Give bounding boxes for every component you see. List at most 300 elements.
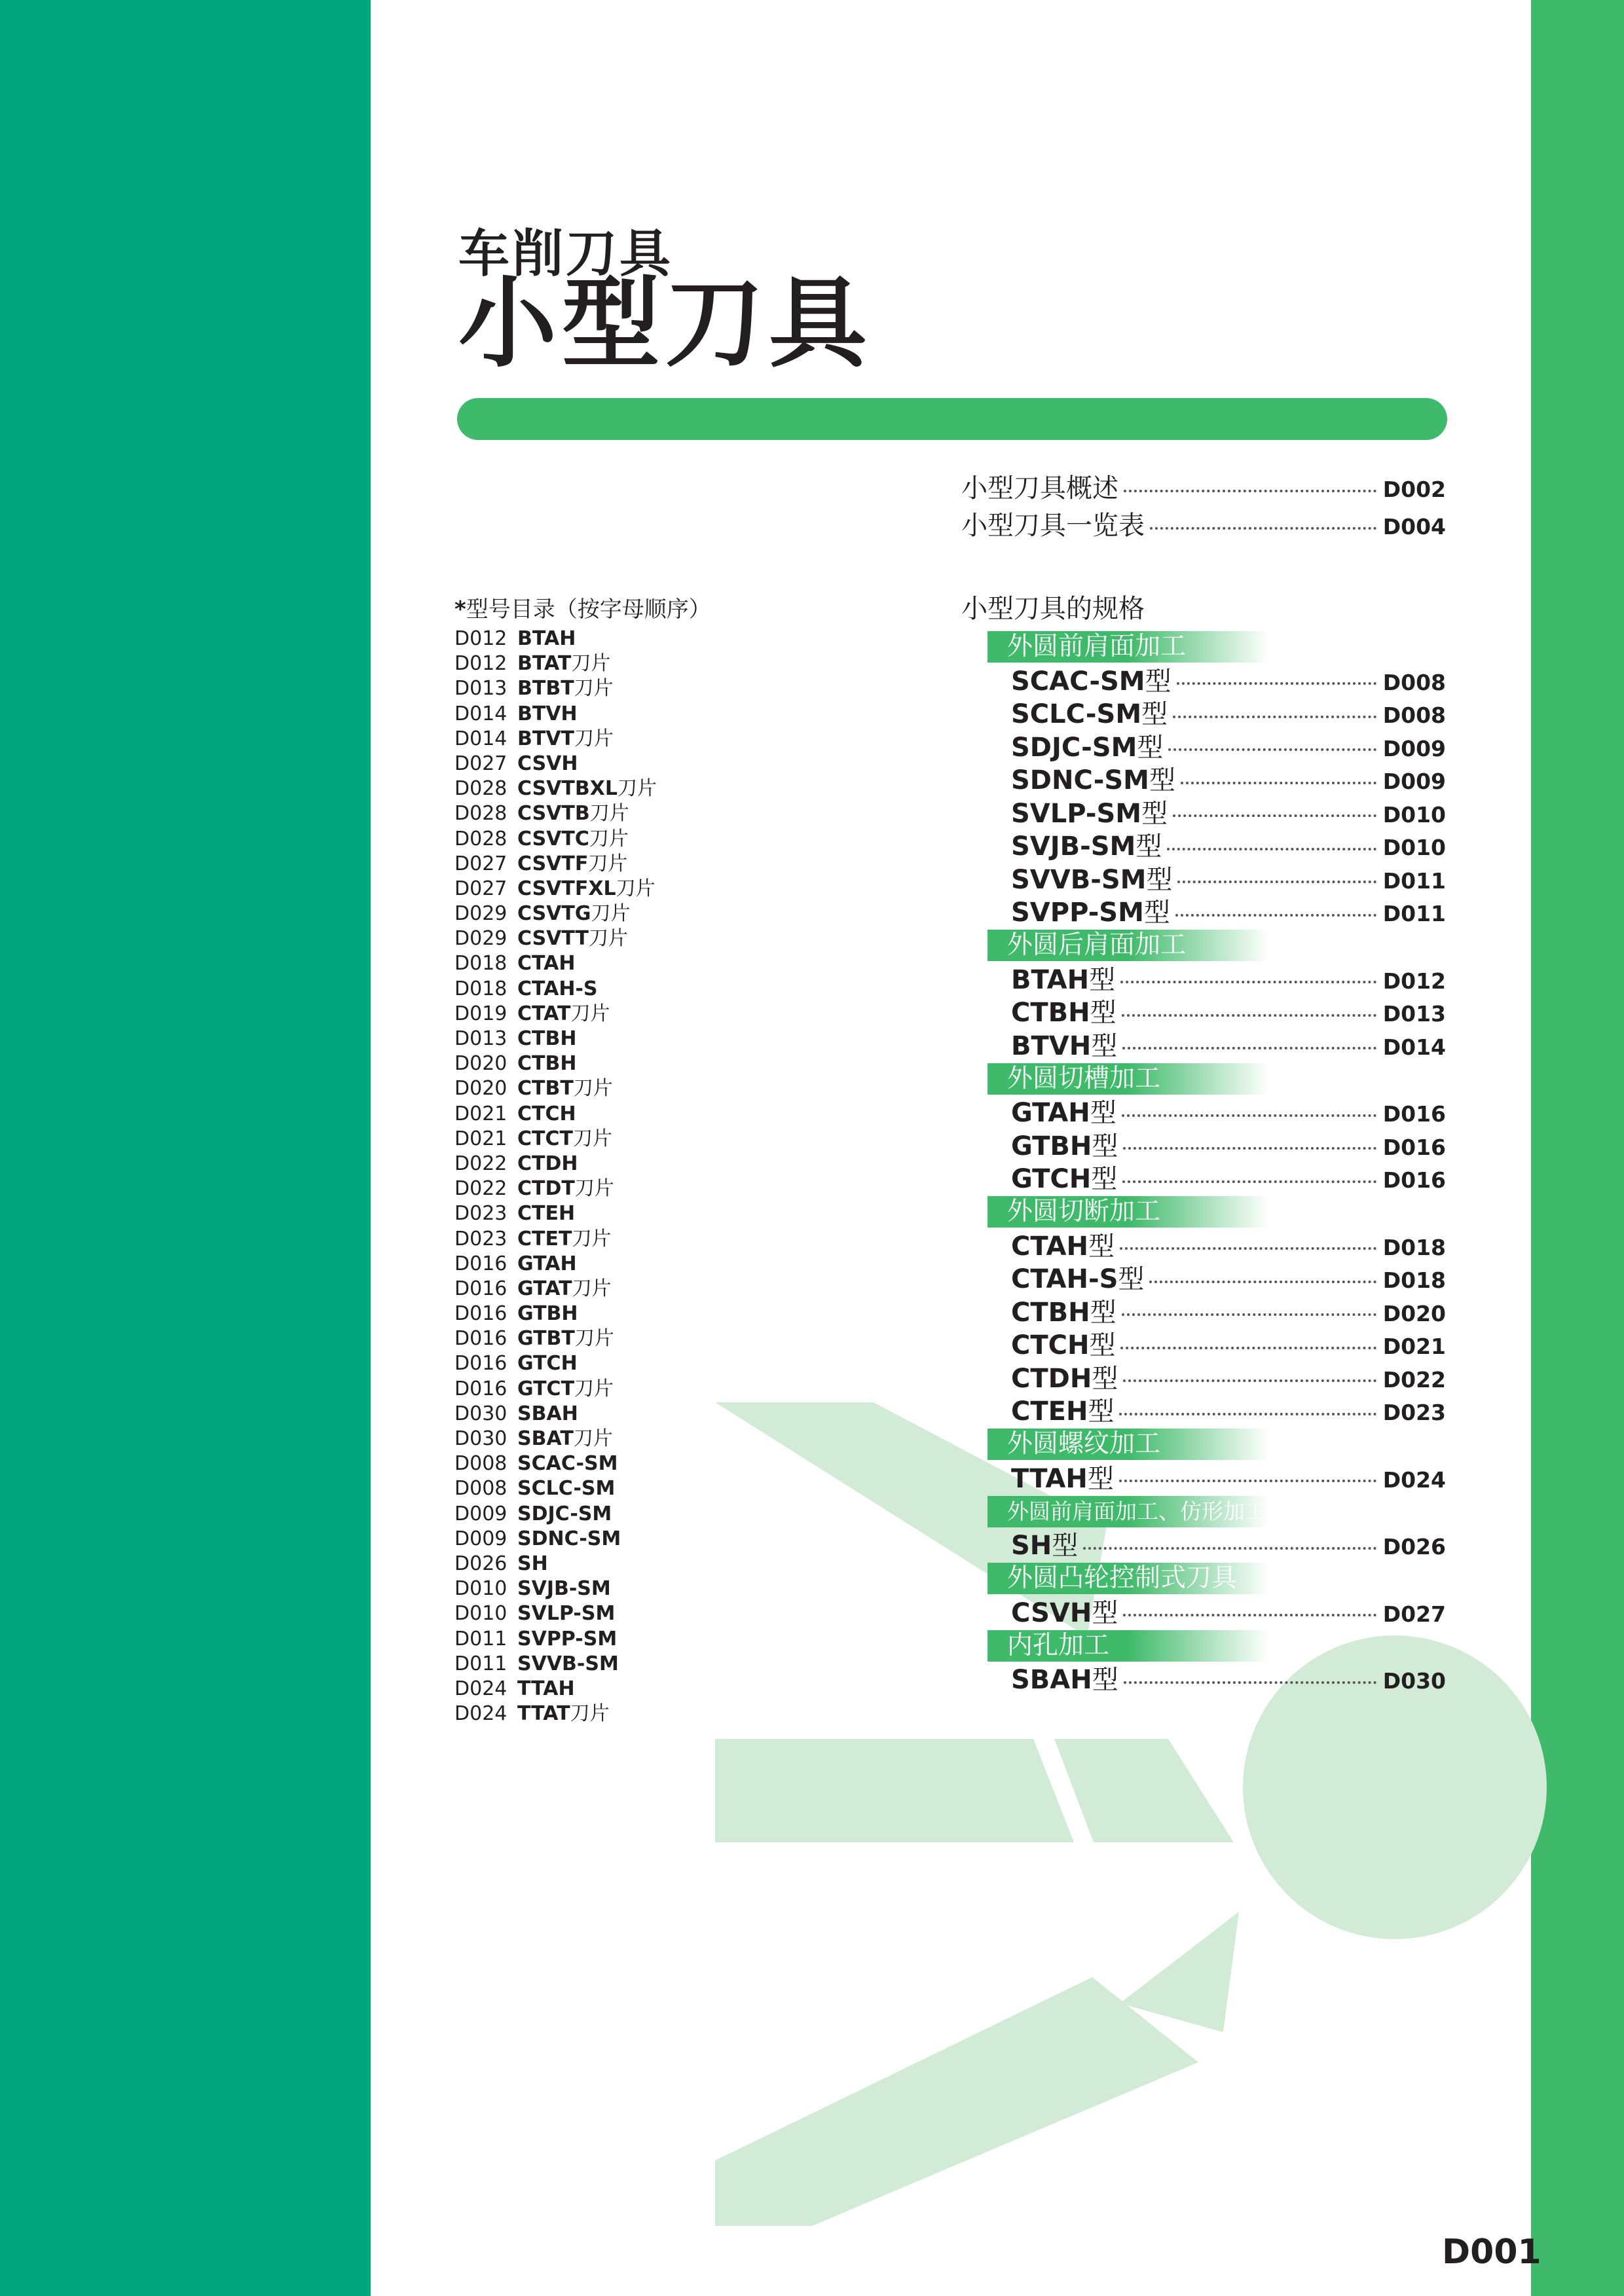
index-entry-suffix: 刀片 <box>589 927 629 951</box>
toc-entry-label <box>1011 1125 1118 1163</box>
index-entry[interactable] <box>454 1476 711 1501</box>
index-entry[interactable] <box>454 1227 711 1252</box>
index-entry-page: D028 <box>454 802 507 826</box>
index-entry[interactable] <box>454 1002 711 1027</box>
dot-leader <box>1175 914 1376 917</box>
index-entry-code: BTVH <box>517 702 578 725</box>
toc-entry[interactable] <box>1011 961 1446 994</box>
toc-entry-kind: 型 <box>1092 1665 1118 1696</box>
index-entry[interactable] <box>454 1502 711 1527</box>
toc-entry-label <box>1011 1092 1116 1129</box>
toc-entry-kind: 型 <box>1137 732 1164 763</box>
toc-entry[interactable] <box>1011 1095 1446 1128</box>
dot-leader <box>1150 527 1376 530</box>
toc-entry-label <box>1011 1659 1118 1696</box>
index-entry-suffix: 刀片 <box>573 1077 613 1101</box>
index-entry-page: D012 <box>454 652 507 676</box>
toc-entry[interactable] <box>1011 1527 1446 1561</box>
index-entry-suffix: 刀片 <box>616 877 655 900</box>
index-entry-code: SVPP-SM <box>517 1627 618 1650</box>
index-entry-code: CTDH <box>517 1152 578 1175</box>
index-entry-page: D018 <box>454 977 507 1000</box>
index-entry[interactable] <box>454 877 711 902</box>
index-entry-page: D026 <box>454 1552 507 1575</box>
index-entry[interactable] <box>454 1102 711 1127</box>
index-entry-code: TTAT <box>517 1702 570 1726</box>
toc-entry-label <box>1011 1226 1115 1263</box>
toc-spec-sections <box>961 631 1446 1694</box>
index-entry-page: D008 <box>454 1452 507 1476</box>
toc-entry-code: CTAH <box>1011 1231 1088 1262</box>
toc-section-heading: 外圆前肩面加工、仿形加工、端面加工 <box>987 1496 1269 1527</box>
toc-entry-code: SDNC-SM <box>1011 765 1149 796</box>
index-entry-page: D021 <box>454 1127 507 1150</box>
toc-entry[interactable] <box>1011 795 1446 828</box>
index-entry-page: D027 <box>454 852 507 875</box>
index-entry[interactable] <box>454 827 711 852</box>
toc-link-label: 小型刀具一览表 <box>961 511 1145 541</box>
toc-entry[interactable] <box>1011 1594 1446 1628</box>
index-entry-suffix: 刀片 <box>574 1377 614 1400</box>
toc-entry-page: D009 <box>1382 735 1446 761</box>
index-entry[interactable] <box>454 1427 711 1451</box>
index-entry-code: CTBH <box>517 1027 577 1050</box>
index-entry-page: D030 <box>454 1427 507 1450</box>
index-entry-page: D018 <box>454 952 507 975</box>
toc-section-heading: 内孔加工 <box>987 1630 1269 1662</box>
toc-entry-page: D021 <box>1382 1334 1446 1360</box>
toc-entry[interactable] <box>1011 994 1446 1028</box>
index-entry-page: D016 <box>454 1277 507 1300</box>
index-entry-page: D016 <box>454 1302 507 1326</box>
toc-overview-list <box>961 467 1446 542</box>
index-entry[interactable] <box>454 1377 711 1402</box>
index-entry-page: D011 <box>454 1652 507 1675</box>
index-entry[interactable] <box>454 1702 711 1726</box>
toc-entry[interactable] <box>1011 1393 1446 1427</box>
index-entry-code: CTBH <box>517 1052 577 1076</box>
dot-leader <box>1123 1379 1376 1382</box>
title-underline-bar <box>457 398 1447 440</box>
dot-leader <box>1122 1313 1376 1316</box>
toc-entry-code: GTBH <box>1011 1131 1092 1161</box>
index-entry[interactable] <box>454 1601 711 1626</box>
toc-entry-kind: 型 <box>1092 1363 1118 1394</box>
index-entry-code: CSVTG <box>517 902 591 926</box>
toc-entry-page: D024 <box>1382 1467 1446 1493</box>
index-entry-page: D021 <box>454 1102 507 1125</box>
toc-section <box>961 1429 1446 1493</box>
dot-leader <box>1124 1681 1376 1684</box>
index-entry-code: SH <box>517 1552 548 1575</box>
toc-entry-label <box>1011 793 1168 830</box>
toc-entry-page: D023 <box>1382 1400 1446 1426</box>
toc-entry-label <box>1011 859 1172 896</box>
dot-leader <box>1120 1347 1376 1349</box>
toc-entry-page: D018 <box>1382 1234 1446 1260</box>
index-entry-code: SCLC-SM <box>517 1477 616 1501</box>
index-entry[interactable] <box>454 1351 711 1376</box>
toc-section <box>961 1196 1446 1426</box>
index-entry-page: D030 <box>454 1402 507 1425</box>
index-entry-page: D008 <box>454 1477 507 1501</box>
toc-entry-kind: 型 <box>1088 1396 1115 1427</box>
index-entry[interactable] <box>454 951 711 976</box>
index-entry[interactable] <box>454 752 711 776</box>
index-entry[interactable] <box>454 1576 711 1601</box>
index-entry[interactable] <box>454 977 711 1002</box>
toc-entry-page: D020 <box>1382 1300 1446 1326</box>
toc-entry-kind: 型 <box>1089 964 1116 995</box>
index-entry-code: SVVB-SM <box>517 1652 619 1675</box>
index-entry-page: D024 <box>454 1677 507 1700</box>
toc-entry-kind: 型 <box>1090 998 1116 1029</box>
toc-entry-page: D018 <box>1382 1267 1446 1294</box>
index-entry-code: GTBH <box>517 1302 578 1326</box>
index-entry-code: GTAH <box>517 1252 577 1275</box>
index-entry-suffix: 刀片 <box>591 902 631 926</box>
index-entry-code: CSVTT <box>517 927 589 951</box>
index-entry-page: D024 <box>454 1702 507 1726</box>
toc-entry-kind: 型 <box>1146 864 1173 895</box>
toc-entry[interactable] <box>1011 1460 1446 1493</box>
page-number: D001 <box>1442 2232 1541 2272</box>
toc-entry-label <box>1011 1592 1118 1630</box>
dot-leader <box>1173 716 1376 718</box>
index-entry-page: D016 <box>454 1377 507 1400</box>
dot-leader <box>1173 814 1376 817</box>
toc-entry-page: D010 <box>1382 801 1446 828</box>
index-entry[interactable] <box>454 1176 711 1201</box>
dot-leader <box>1177 682 1376 685</box>
toc-entry-code: TTAH <box>1011 1463 1088 1494</box>
index-entry-page: D013 <box>454 677 507 701</box>
toc-entry-kind: 型 <box>1135 831 1162 862</box>
index-entry-suffix: 刀片 <box>570 1002 610 1025</box>
toc-entry-page: D011 <box>1382 867 1446 894</box>
index-entry[interactable] <box>454 1527 711 1552</box>
toc-entry-code: GTAH <box>1011 1098 1090 1129</box>
toc-entry-page: D008 <box>1382 702 1446 729</box>
toc-entry-code: SVVB-SM <box>1011 864 1147 895</box>
index-entry-page: D016 <box>454 1352 507 1376</box>
toc-entry-page: D016 <box>1382 1134 1446 1160</box>
index-heading-text: 型号目录（按字母顺序） <box>466 596 711 623</box>
index-entry-page: D029 <box>454 927 507 951</box>
toc-section-heading: 外圆后肩面加工 <box>987 930 1269 961</box>
toc-entry-label <box>1011 1458 1114 1495</box>
index-entry-code: CTAH-S <box>517 977 598 1000</box>
toc-entry[interactable] <box>1011 1127 1446 1161</box>
toc-entry[interactable] <box>1011 729 1446 762</box>
toc-section-heading: 外圆凸轮控制式刀具 <box>987 1563 1269 1594</box>
toc-entry[interactable] <box>1011 696 1446 729</box>
index-entry-code: CTEH <box>517 1202 576 1226</box>
toc-entry-kind: 型 <box>1145 666 1172 697</box>
toc-entry-page: D014 <box>1382 1034 1446 1060</box>
dot-leader <box>1149 1281 1376 1283</box>
index-entry-code: SCAC-SM <box>517 1452 618 1476</box>
dot-leader <box>1122 1047 1376 1049</box>
index-entry-code: TTAH <box>517 1677 575 1700</box>
index-entry[interactable] <box>454 1451 711 1476</box>
index-entry-page: D020 <box>454 1052 507 1076</box>
index-entry-code: CTCH <box>517 1102 576 1125</box>
model-index-heading <box>454 592 711 627</box>
toc-entry-label <box>1011 959 1115 996</box>
index-entry[interactable] <box>454 1027 711 1051</box>
dot-leader <box>1168 748 1376 751</box>
index-entry[interactable] <box>454 727 711 752</box>
index-entry[interactable] <box>454 1252 711 1277</box>
index-entry-suffix: 刀片 <box>588 852 628 875</box>
toc-entry-label <box>1011 992 1116 1029</box>
index-entry-code: SBAH <box>517 1402 578 1425</box>
dot-leader <box>1124 490 1376 492</box>
index-entry-code: CTDT <box>517 1177 575 1201</box>
toc-entry-code: CTCH <box>1011 1330 1090 1361</box>
toc-entry-code: SVPP-SM <box>1011 898 1144 928</box>
index-entry-suffix: 刀片 <box>571 652 611 676</box>
index-entry-code: SDJC-SM <box>517 1502 612 1525</box>
toc-entry[interactable] <box>1011 1228 1446 1261</box>
toc-link-page: D004 <box>1382 514 1446 539</box>
index-entry-page: D011 <box>454 1627 507 1650</box>
index-entry[interactable] <box>454 1076 711 1101</box>
index-entry[interactable] <box>454 1552 711 1576</box>
toc-entry-code: CTEH <box>1011 1396 1088 1427</box>
toc-entry-kind: 型 <box>1092 1597 1118 1628</box>
toc-entry-code: SVLP-SM <box>1011 798 1142 829</box>
index-entry[interactable] <box>454 1127 711 1152</box>
toc-entry-label <box>1011 759 1175 797</box>
index-entry-code: CTBT <box>517 1077 574 1101</box>
toc-entry-label <box>1011 1358 1118 1395</box>
table-of-contents <box>961 467 1446 1694</box>
dot-leader <box>1122 1114 1376 1117</box>
index-entry-page: D023 <box>454 1227 507 1250</box>
toc-entry-code: CTBH <box>1011 1297 1090 1328</box>
index-entry[interactable] <box>454 1051 711 1076</box>
index-entry[interactable] <box>454 776 711 801</box>
toc-section <box>961 1563 1446 1628</box>
spec-section-title: 小型刀具的规格 <box>961 594 1145 624</box>
toc-entry-kind: 型 <box>1149 765 1175 796</box>
index-entry[interactable] <box>454 1201 711 1226</box>
toc-section-heading: 外圆前肩面加工 <box>987 631 1269 663</box>
index-entry-code: SDNC-SM <box>517 1527 621 1550</box>
index-entry[interactable] <box>454 1302 711 1326</box>
index-entry-suffix: 刀片 <box>574 677 614 701</box>
index-entry[interactable] <box>454 1326 711 1351</box>
toc-entry-kind: 型 <box>1143 898 1170 928</box>
toc-entry-code: SVJB-SM <box>1011 831 1136 862</box>
index-entry-code: CSVTC <box>517 827 589 850</box>
index-entry-page: D010 <box>454 1577 507 1601</box>
toc-link[interactable] <box>961 505 1446 542</box>
toc-entry-kind: 型 <box>1052 1531 1079 1561</box>
toc-entry-page: D011 <box>1382 901 1446 927</box>
toc-entry[interactable] <box>1011 1327 1446 1360</box>
toc-link-label: 小型刀具概述 <box>961 473 1118 503</box>
index-entry[interactable] <box>454 1152 711 1176</box>
index-entry[interactable] <box>454 676 711 701</box>
toc-entry-label <box>1011 826 1162 863</box>
index-entry[interactable] <box>454 1627 711 1652</box>
toc-entry[interactable] <box>1011 762 1446 795</box>
index-entry-page: D013 <box>454 1027 507 1050</box>
page-subtitle: 车削刀具 <box>458 225 674 283</box>
toc-entry-page: D012 <box>1382 968 1446 994</box>
index-entry-page: D029 <box>454 902 507 926</box>
toc-section-heading: 外圆切断加工 <box>987 1196 1269 1228</box>
index-heading-mark: * <box>454 596 466 623</box>
toc-entry-label <box>1011 1292 1116 1329</box>
index-entry-suffix: 刀片 <box>574 1177 614 1201</box>
index-entry[interactable] <box>454 1402 711 1427</box>
toc-entry-kind: 型 <box>1091 1030 1118 1061</box>
index-entry-code: BTVT <box>517 727 575 750</box>
dot-leader <box>1119 1413 1376 1415</box>
toc-entry-page: D022 <box>1382 1366 1446 1393</box>
model-index <box>454 592 711 1726</box>
dot-leader <box>1119 1480 1376 1482</box>
toc-entry-page: D026 <box>1382 1534 1446 1560</box>
dot-leader <box>1122 1014 1376 1017</box>
toc-entry-page: D030 <box>1382 1668 1446 1694</box>
index-entry-page: D028 <box>454 777 507 801</box>
index-entry[interactable] <box>454 627 711 651</box>
toc-entry-code: CTDH <box>1011 1363 1092 1394</box>
index-entry-code: BTBT <box>517 677 574 701</box>
toc-entry-code: CSVH <box>1011 1597 1092 1628</box>
index-entry-code: CSVTF <box>517 852 589 875</box>
toc-entry[interactable] <box>1011 1294 1446 1327</box>
index-entry-page: D028 <box>454 827 507 850</box>
toc-entry-code: CTBH <box>1011 998 1090 1029</box>
toc-section <box>961 1496 1446 1561</box>
index-entry-suffix: 刀片 <box>570 1702 610 1726</box>
toc-entry[interactable] <box>1011 1360 1446 1393</box>
index-entry-page: D016 <box>454 1327 507 1351</box>
index-entry[interactable] <box>454 902 711 926</box>
toc-entry-code: SDJC-SM <box>1011 732 1137 763</box>
page-title: 小型刀具 <box>458 267 873 381</box>
index-entry-code: SVJB-SM <box>517 1577 611 1601</box>
toc-entry-kind: 型 <box>1088 1231 1115 1262</box>
toc-section <box>961 1063 1446 1194</box>
index-entry-code: CSVTFXL <box>517 877 616 900</box>
toc-entry-label <box>1011 727 1163 764</box>
dot-leader <box>1167 848 1376 850</box>
index-entry-code: CSVTBXL <box>517 777 618 801</box>
index-entry[interactable] <box>454 651 711 676</box>
toc-section-heading: 外圆螺纹加工 <box>987 1429 1269 1460</box>
toc-entry-label <box>1011 1025 1117 1063</box>
index-entry-suffix: 刀片 <box>574 727 614 750</box>
toc-entry-code: BTVH <box>1011 1030 1092 1061</box>
toc-entry-code: SBAH <box>1011 1665 1092 1696</box>
toc-entry[interactable] <box>1011 861 1446 894</box>
index-entry-page: D016 <box>454 1252 507 1275</box>
index-entry-code: SVLP-SM <box>517 1602 616 1626</box>
index-entry-page: D027 <box>454 752 507 775</box>
dot-leader <box>1120 1247 1376 1250</box>
toc-entry-code: SH <box>1011 1531 1052 1561</box>
index-entry-suffix: 刀片 <box>589 827 629 850</box>
index-entry-code: CTCT <box>517 1127 573 1150</box>
logo-block-left <box>715 1739 1074 1842</box>
logo-block-right <box>1054 1739 1234 1842</box>
toc-entry-page: D009 <box>1382 769 1446 795</box>
toc-entry-code: SCLC-SM <box>1011 699 1142 730</box>
toc-entry-label <box>1011 1391 1114 1428</box>
index-entry[interactable] <box>454 1677 711 1702</box>
toc-entry[interactable] <box>1011 1027 1446 1061</box>
toc-entry[interactable] <box>1011 894 1446 928</box>
index-entry[interactable] <box>454 1277 711 1302</box>
toc-entry[interactable] <box>1011 1261 1446 1294</box>
index-entry-code: SBAT <box>517 1427 574 1450</box>
toc-entry-label <box>1011 1258 1144 1296</box>
index-entry-code: CSVTB <box>517 802 590 826</box>
index-entry-code: GTAT <box>517 1277 572 1300</box>
index-entry-suffix: 刀片 <box>574 1327 614 1351</box>
dot-leader <box>1123 1147 1376 1150</box>
toc-entry-kind: 型 <box>1091 1164 1118 1195</box>
dot-leader <box>1083 1547 1376 1550</box>
index-entry[interactable] <box>454 926 711 951</box>
toc-entry[interactable] <box>1011 828 1446 862</box>
toc-entry-kind: 型 <box>1090 1098 1116 1129</box>
toc-entry[interactable] <box>1011 1662 1446 1695</box>
index-entry-page: D012 <box>454 627 507 650</box>
index-entry-page: D020 <box>454 1077 507 1101</box>
toc-entry[interactable] <box>1011 1161 1446 1194</box>
index-entry-page: D009 <box>454 1502 507 1525</box>
index-entry-code: GTCH <box>517 1352 578 1376</box>
toc-entry[interactable] <box>1011 663 1446 696</box>
index-entry[interactable] <box>454 801 711 826</box>
index-entry-page: D023 <box>454 1202 507 1226</box>
index-entry[interactable] <box>454 852 711 877</box>
toc-entry-kind: 型 <box>1090 1297 1116 1328</box>
index-entry[interactable] <box>454 1652 711 1677</box>
toc-entry-label <box>1011 1158 1117 1195</box>
dot-leader <box>1122 1180 1376 1183</box>
index-entry-suffix: 刀片 <box>617 777 657 801</box>
toc-link[interactable] <box>961 467 1446 505</box>
index-entry-code: CTET <box>517 1227 572 1250</box>
index-entry-page: D022 <box>454 1152 507 1175</box>
dot-leader <box>1120 981 1376 983</box>
toc-link-page: D002 <box>1382 477 1446 502</box>
toc-entry-code: CTAH-S <box>1011 1264 1118 1295</box>
model-index-list <box>454 627 711 1726</box>
index-entry-suffix: 刀片 <box>572 1277 612 1300</box>
toc-entry-label <box>1011 892 1170 929</box>
toc-entry-kind: 型 <box>1141 699 1168 730</box>
index-entry-suffix: 刀片 <box>589 802 629 826</box>
index-entry-page: D014 <box>454 727 507 750</box>
index-entry[interactable] <box>454 702 711 727</box>
toc-entry-code: SCAC-SM <box>1011 666 1145 697</box>
toc-entry-label <box>1011 661 1172 698</box>
toc-section <box>961 631 1446 927</box>
index-entry-code: GTCT <box>517 1377 575 1400</box>
index-entry-code: CTAT <box>517 1002 571 1025</box>
dot-leader <box>1177 881 1376 883</box>
